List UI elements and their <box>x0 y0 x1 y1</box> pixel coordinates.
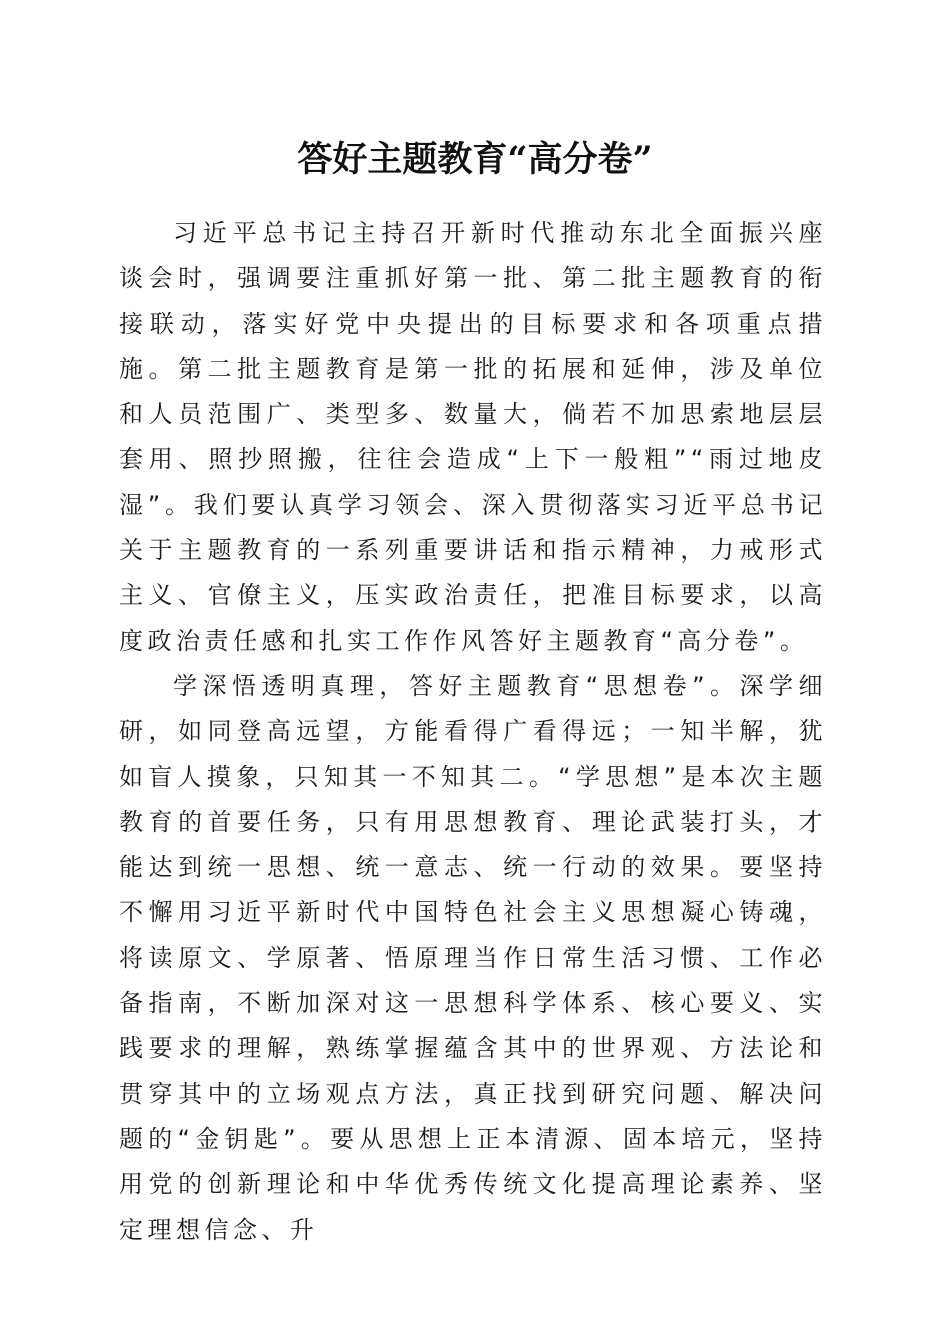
document-body <box>119 211 827 1253</box>
paragraph-intro: 习近平总书记主持召开新时代推动东北全面振兴座谈会时，强调要注重抓好第一批、第二批主题教育的衔接联动，落实好党中央提出的目标要求和各项重点措施。第二批主题教育是第一批的拓展和延伸，涉及单位和人员范围广、类型多、数量大，倘若不加思索地层层套用、照抄照搬，往往会造成“上下一般粗”“雨过地皮湿”。我们要认真学习领会、深入贯彻落实习近平总书记关于主题教育的一系列重要讲话和指示精神，力戒形式主义、官僚主义，压实政治责任，把准目标要求，以高度政治责任感和扎实工作作风答好主题教育“高分卷”。 <box>119 219 827 655</box>
paragraph-thought: 学深悟透明真理，答好主题教育“思想卷”。深学细研，如同登高远望，方能看得广看得远；一知半解，犹如盲人摸象，只知其一不知其二。“学思想”是本次主题教育的首要任务，只有用思想教育、理论武装打头，才能达到统一思想、统一意志、统一行动的效果。要坚持不懈用习近平新时代中国特色社会主义思想凝心铸魂，将读原文、学原著、悟原理当作日常生活习惯、工作必备指南，不断加深对这一思想科学体系、核心要义、实践要求的理解，熟练掌握蕴含其中的世界观、方法论和贯穿其中的立场观点方法，真正找到研究问题、解决问题的“金钥匙”。要从思想上正本清源、固本培元，坚持用党的创新理论和中华优秀传统文化提高理论素养、坚定理想信念、升 <box>119 671 827 1244</box>
document-title: 答好主题教育“高分卷” <box>297 139 653 180</box>
